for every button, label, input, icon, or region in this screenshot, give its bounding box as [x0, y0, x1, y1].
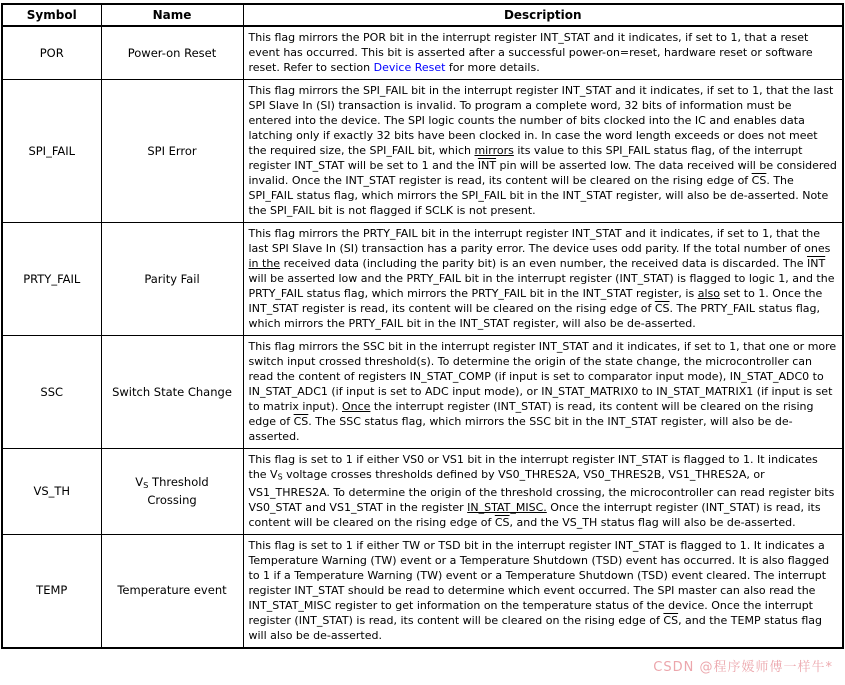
table-row — [2, 26, 843, 80]
table-row — [2, 534, 843, 648]
table-row — [2, 449, 843, 535]
symbol-cell: TEMP — [2, 534, 101, 648]
description-cell: This flag is set to 1 if either TW or TSD bit in the interrupt register INT_STAT is flagged to 1. It indicates a Temperature Warning (TW) event or a Temperature Shutdown (TSD) event has occurred. It is also flagged to 1 if a Temperature Warning (TW) event or a Temperature Shutdown (TSD) event cleared. The interrupt register INT_STAT should be read to determine which event occurred. The SPI master can also read the INT_STAT_MISC register to get information on the temperature status of the device. Once the interrupt register (INT_STAT) is read, its content will be cleared on the rising edge of $\overline{CS}$, and the TEMP status flag will also be de-asserted. — [243, 534, 843, 648]
table-row — [2, 336, 843, 449]
active-low-signal: $\overline{CS}$ — [494, 515, 510, 529]
symbol-cell: SPI_FAIL — [2, 80, 101, 223]
active-low-signal: $\overline{CS}$ — [751, 174, 767, 187]
styled-text: S — [143, 479, 149, 490]
header-row — [2, 4, 843, 26]
interrupt-flags-table — [1, 3, 844, 649]
active-low-signal: $\overline{CS}$ — [654, 302, 670, 315]
symbol-cell: SSC — [2, 336, 101, 449]
active-low-signal: $\overline{INT}$ — [477, 159, 497, 172]
name-cell: Parity Fail — [101, 223, 243, 336]
name-cell: Temperature event — [101, 534, 243, 648]
description-cell: This flag mirrors the SSC bit in the interrupt register INT_STAT and it indicates, if set to 1, that one or more switch input crossed threshold(s). To determine the origin of the state change, the microcontroller can read the content of registers IN_STAT_COMP (if input is set to comparator input mode), IN_STAT_ADC0 to IN_STAT_ADC1 (if input is set to ADC input mode), or IN_STAT_MATRIX0 to IN_STAT_MATRIX1 (if input is set to matrix input). Once the interrupt register (INT_STAT) is read, its content will be cleared on the rising edge of $\overline{CS}$. The SSC status flag, which mirrors the SSC bit in the INT_STAT register, will also be de-asserted. — [243, 336, 843, 449]
name-cell: VS Threshold Crossing — [101, 449, 243, 535]
table-row — [2, 223, 843, 336]
description-cell: This flag mirrors the SPI_FAIL bit in the interrupt register INT_STAT and it indicates, if set to 1, that the last SPI Slave In (SI) transaction is invalid. To program a complete word, 32 bits of information must be entered into the device. The SPI logic counts the number of bits clocked into the IC and enables data latching only if exactly 32 bits have been clocked in. In case the word length exceeds or does not meet the required size, the SPI_FAIL bit, which mirrors its value to this SPI_FAIL status flag, of the interrupt register INT_STAT will be set to 1 and the $\overline{INT}$ pin will be asserted low. The data received will be considered invalid. Once the INT_STAT register is read, its content will be cleared on the rising edge of $\overline{CS}$. The SPI_FAIL status flag, which mirrors the SPI_FAIL bit in the INT_STAT register, will also be de-asserted. Note the SPI_FAIL bit is not flagged if SCLK is not present. — [243, 80, 843, 223]
name-cell: Switch State Change — [101, 336, 243, 449]
active-low-signal: $\overline{CS}$ — [293, 415, 309, 428]
header-symbol: Symbol — [2, 4, 101, 26]
symbol-cell: POR — [2, 26, 101, 80]
table-body — [2, 26, 843, 648]
styled-text: Once — [341, 400, 371, 413]
device-reset-link[interactable]: Device Reset — [373, 61, 446, 74]
header-name: Name — [101, 4, 243, 26]
watermark: CSDN @程序媛师傅一样牛* — [653, 660, 833, 675]
description-cell: This flag mirrors the POR bit in the interrupt register INT_STAT and it indicates, if set to 1, that a reset event has occurred. This bit is asserted after a successful power-on=reset, hardware reset or software reset. Refer to section Device Reset for more details. — [243, 26, 843, 80]
description-cell: This flag mirrors the PRTY_FAIL bit in the interrupt register INT_STAT and it indicates, if set to 1, that the last SPI Slave In (SI) transaction has a parity error. The device uses odd parity. If the total number of ones in the received data (including the parity bit) is an even number, the received data is discarded. The $\overline{INT}$ will be asserted low and the PRTY_FAIL bit in the interrupt register (INT_STAT) is flagged to logic 1, and the PRTY_FAIL status flag, which mirrors the PRTY_FAIL bit in the INT_STAT register, is also set to 1. Once the INT_STAT register is read, its content will be cleared on the rising edge of $\overline{CS}$. The PRTY_FAIL status flag, which mirrors the PRTY_FAIL bit in the INT_STAT register, will also be de-asserted. — [243, 223, 843, 336]
header-description: Description — [243, 4, 843, 26]
symbol-cell: VS_TH — [2, 449, 101, 535]
styled-text: in the — [248, 257, 281, 270]
active-low-signal: $\overline{INT}$ — [807, 257, 826, 270]
styled-text: S — [277, 472, 283, 482]
symbol-cell: PRTY_FAIL — [2, 223, 101, 336]
styled-text: IN_STAT_MISC. — [467, 500, 547, 514]
active-low-signal: $\overline{CS}$ — [663, 613, 679, 627]
description-cell: This flag is set to 1 if either VS0 or VS1 bit in the interrupt register INT_STAT is flagged to 1. It indicates the VS voltage crosses thresholds defined by VS0_THRES2A, VS0_THRES2B, VS1_THRES2A, or VS1_THRES2A. To determine the origin of the threshold crossing, the microcontroller can read register bits VS0_STAT and VS1_STAT in the register IN_STAT_MISC. Once the interrupt register (INT_STAT) is read, its content will be cleared on the rising edge of $\overline{CS}$, and the VS_TH status flag will also be de-asserted. — [243, 449, 843, 535]
styled-text: mirrors — [474, 144, 514, 157]
name-cell: Power-on Reset — [101, 26, 243, 80]
name-cell: SPI Error — [101, 80, 243, 223]
table-row — [2, 80, 843, 223]
styled-text: also — [697, 287, 720, 300]
